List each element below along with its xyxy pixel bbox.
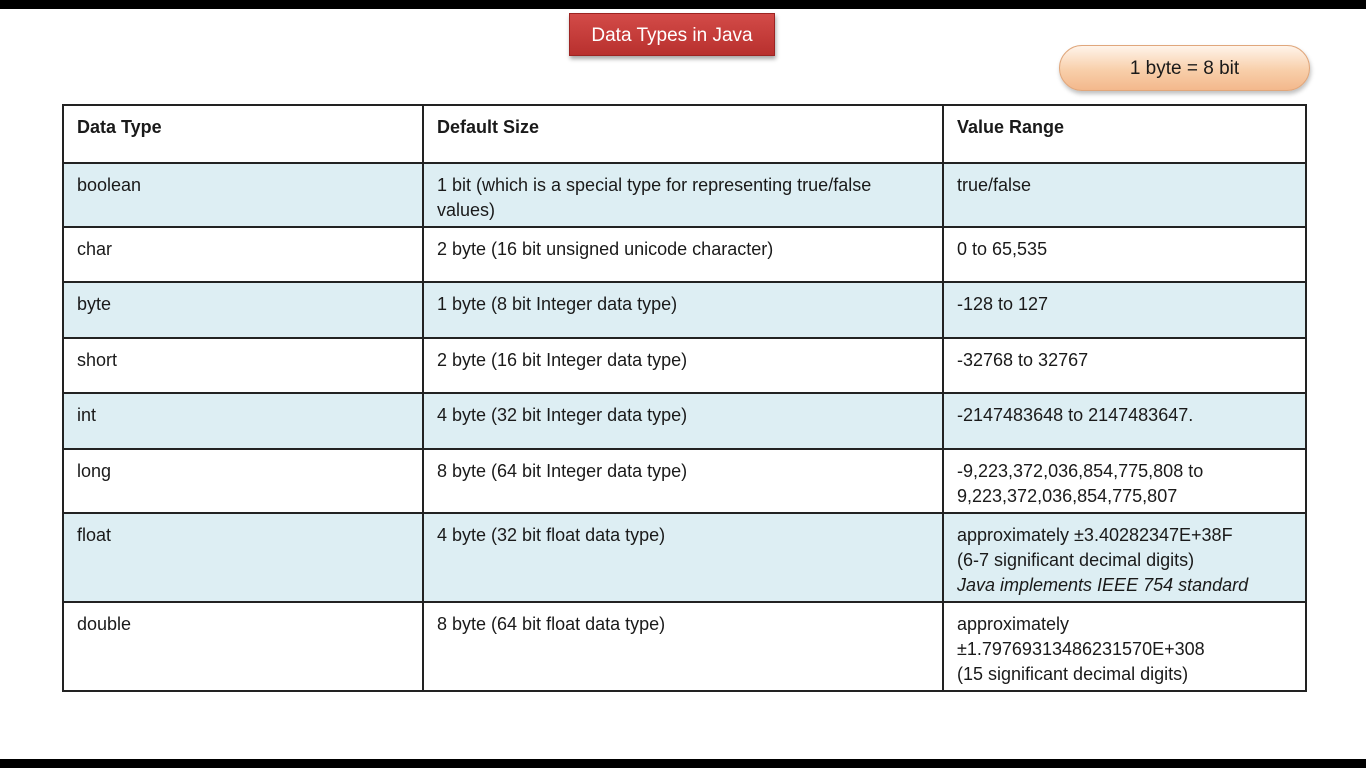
range-line: -2147483648 to 2147483647. (957, 405, 1194, 425)
size-cell: 8 byte (64 bit float data type) (423, 602, 943, 691)
header-data-type: Data Type (63, 105, 423, 163)
table-header-row (63, 105, 1306, 163)
range-cell (943, 282, 1306, 338)
table-row (63, 393, 1306, 449)
range-line: true/false (957, 175, 1032, 195)
table-row (63, 282, 1306, 338)
size-cell: 4 byte (32 bit float data type) (423, 513, 943, 602)
size-cell: 1 byte (8 bit Integer data type) (423, 282, 943, 338)
range-cell (943, 338, 1306, 393)
range-line: (15 significant decimal digits) (957, 664, 1189, 684)
type-cell: boolean (63, 163, 423, 227)
type-cell: float (63, 513, 423, 602)
slide-title: Data Types in Java (569, 13, 775, 56)
range-line: -9,223,372,036,854,775,808 to (957, 461, 1204, 481)
range-cell (943, 163, 1306, 227)
table-row (63, 338, 1306, 393)
range-line: approximately (957, 614, 1070, 634)
range-line: 9,223,372,036,854,775,807 (957, 486, 1178, 506)
header-default-size: Default Size (423, 105, 943, 163)
top-letterbox-bar (0, 0, 1366, 9)
range-cell (943, 602, 1306, 691)
range-line: -32768 to 32767 (957, 350, 1089, 370)
range-cell (943, 393, 1306, 449)
type-cell: byte (63, 282, 423, 338)
table-row (63, 163, 1306, 227)
range-note: Java implements IEEE 754 standard (957, 575, 1249, 595)
header-value-range: Value Range (943, 105, 1306, 163)
size-cell: 1 bit (which is a special type for representing true/false values) (423, 163, 943, 227)
range-line: (6-7 significant decimal digits) (957, 550, 1195, 570)
table-row (63, 513, 1306, 602)
size-cell: 2 byte (16 bit unsigned unicode character) (423, 227, 943, 282)
range-line: -128 to 127 (957, 294, 1049, 314)
range-line: approximately ±3.40282347E+38F (957, 525, 1233, 545)
range-line: 0 to 65,535 (957, 239, 1048, 259)
byte-bit-note: 1 byte = 8 bit (1059, 45, 1310, 91)
range-cell (943, 227, 1306, 282)
range-line: ±1.79769313486231570E+308 (957, 639, 1205, 659)
type-cell: double (63, 602, 423, 691)
size-cell: 2 byte (16 bit Integer data type) (423, 338, 943, 393)
size-cell: 4 byte (32 bit Integer data type) (423, 393, 943, 449)
data-types-table (62, 104, 1307, 692)
range-cell (943, 513, 1306, 602)
type-cell: long (63, 449, 423, 513)
type-cell: char (63, 227, 423, 282)
size-cell: 8 byte (64 bit Integer data type) (423, 449, 943, 513)
table-row (63, 449, 1306, 513)
type-cell: int (63, 393, 423, 449)
table-row (63, 227, 1306, 282)
table-row (63, 602, 1306, 691)
type-cell: short (63, 338, 423, 393)
bottom-letterbox-bar (0, 759, 1366, 768)
range-cell (943, 449, 1306, 513)
